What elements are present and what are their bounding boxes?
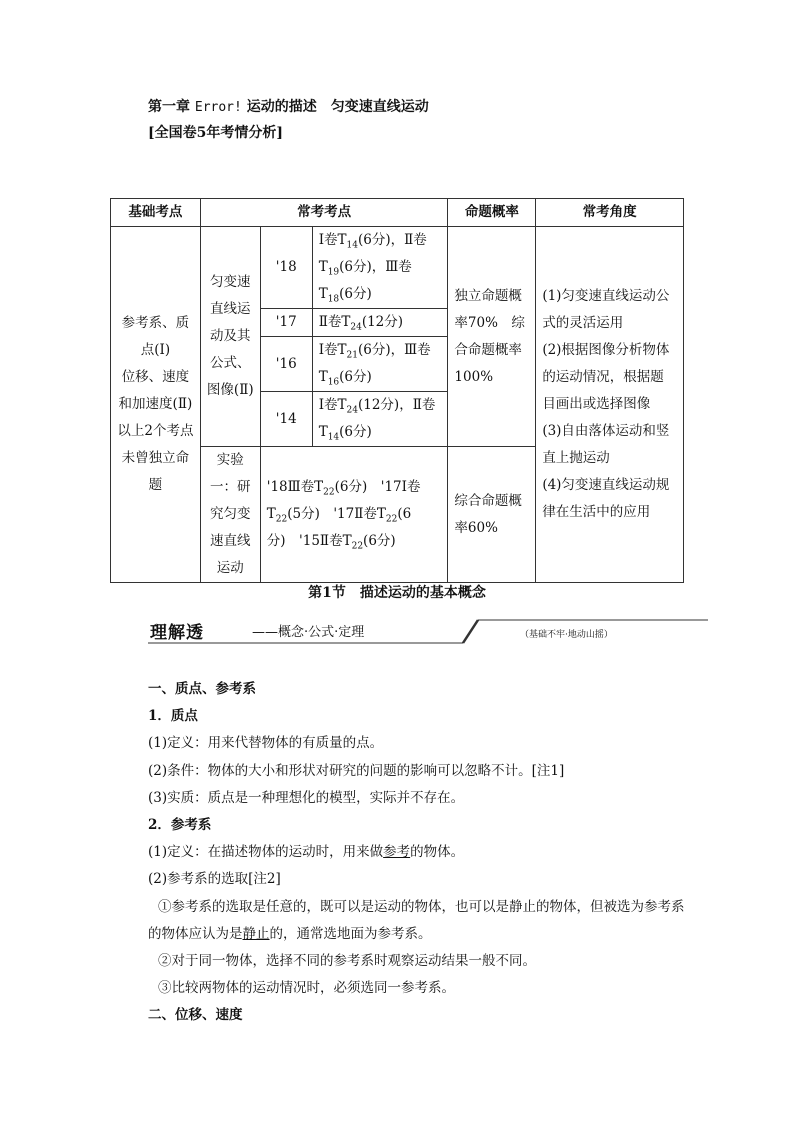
paragraph-text: (2)条件：物体的大小和形状对研究的问题的影响可以忽略不计。 [148,762,532,779]
heading-2: 二、位移、速度 [148,1007,243,1024]
analysis-heading: [全国卷5年考情分析] [148,125,283,141]
year-cell: '14 [260,392,312,447]
banner-note: （基础不牢·地动山摇） [520,630,613,640]
angle-item: (4)匀变速直线运动规律在生活中的应用 [542,477,670,520]
basic-point-3: 以上2个考点未曾独立命题 [117,423,194,493]
subheading: 1．质点 [148,708,198,725]
basic-point-2: 位移、速度和加速度(Ⅱ) [118,369,193,412]
header-angles: 常考角度 [536,199,684,227]
chapter-title: 运动的描述 匀变速直线运动 [246,99,429,115]
topic-cell: 实验一：研究匀变速直线运动 [200,447,260,583]
paragraph [148,839,688,866]
paragraph-text: (1)定义：在描述物体的运动时，用来做 [148,844,384,861]
banner-title: 理解透 [150,623,204,643]
underlined-term: 静止 [242,925,270,942]
basic-points-cell [111,227,201,583]
year-cell: '18 [260,227,312,309]
header-probability: 命题概率 [448,199,536,227]
heading-1: 一、质点、参考系 [148,681,256,697]
banner-graphic [148,616,708,644]
header-basic: 基础考点 [111,199,201,227]
exam-analysis-table [110,198,684,583]
angle-item: (2)根据图像分析物体的运动情况，根据题目画出或选择图像 [542,342,670,412]
year-detail-cell: Ⅰ卷$T_{21}(6$分)，Ⅲ卷$T_{16}(6$分) [312,337,448,392]
angle-item: (1)匀变速直线运动公式的灵活运用 [542,288,670,331]
banner-subtitle: ——概念·公式·定理 [252,625,365,640]
paragraph [148,758,688,785]
note-link-1[interactable]: [注1] [531,762,565,779]
paragraph: ②对于同一物体，选择不同的参考系时观察运动结果一般不同。 [158,953,536,970]
topic-detail-cell: '18Ⅲ卷$T_{22}(6$分) '17Ⅰ卷$T_{22}(5$分) '17Ⅱ卷$T_{22}(6$分) '15Ⅱ卷$T_{22}(6$分) [260,447,448,583]
paragraph-text: (2)参考系的选取 [148,871,249,888]
paragraph [148,894,688,948]
header-common: 常考考点 [200,199,448,227]
paragraph: (3)实质：质点是一种理想化的模型，实际并不存在。 [148,789,465,806]
table-header-row [111,199,684,227]
angle-item: (3)自由落体运动和竖直上抛运动 [542,423,670,466]
paragraph: (1)定义：用来代替物体的有质量的点。 [148,735,384,752]
paragraph-text: ①参考系的选取是任意的，既可以是运动的物体，也可以是静止的物体，但被选为参考系的物体应认为是 [148,898,685,942]
chapter-error-text: Error! [194,100,242,115]
chapter-prefix: 第一章 [148,99,190,115]
angles-cell [536,227,684,583]
topic-cell: 匀变速直线运动及其公式、图像(Ⅱ) [200,227,260,447]
probability-cell: 综合命题概率60% [448,447,536,583]
note-link-2[interactable]: [注2] [248,871,281,888]
year-cell: '16 [260,337,312,392]
subheading: 2．参考系 [148,817,212,834]
section-title: 第1节 描述运动的基本概念 [308,585,486,601]
paragraph [148,866,688,893]
table-row [111,227,684,309]
paragraph: ③比较两物体的运动情况时，必须选同一参考系。 [158,980,455,997]
probability-cell: 独立命题概率70% 综合命题概率100% [448,227,536,447]
content-body [148,676,688,1030]
year-detail-cell: Ⅰ卷$T_{24}(12$分)，Ⅱ卷$T_{14}(6$分) [312,392,448,447]
year-detail-cell: Ⅰ卷$T_{14}(6$分)，Ⅱ卷$T_{19}(6$分)，Ⅲ卷$T_{18}(6$分) [312,227,448,309]
basic-point-1: 参考系、质点(Ⅰ) [121,315,190,358]
underlined-term: 参考 [383,844,411,861]
paragraph-text: 的物体。 [410,844,465,861]
paragraph-text: 的，通常选地面为参考系。 [269,925,432,942]
chapter-heading [148,96,429,116]
year-cell: '17 [260,309,312,337]
year-detail-cell: Ⅱ卷$T_{24}(12$分) [312,309,448,337]
